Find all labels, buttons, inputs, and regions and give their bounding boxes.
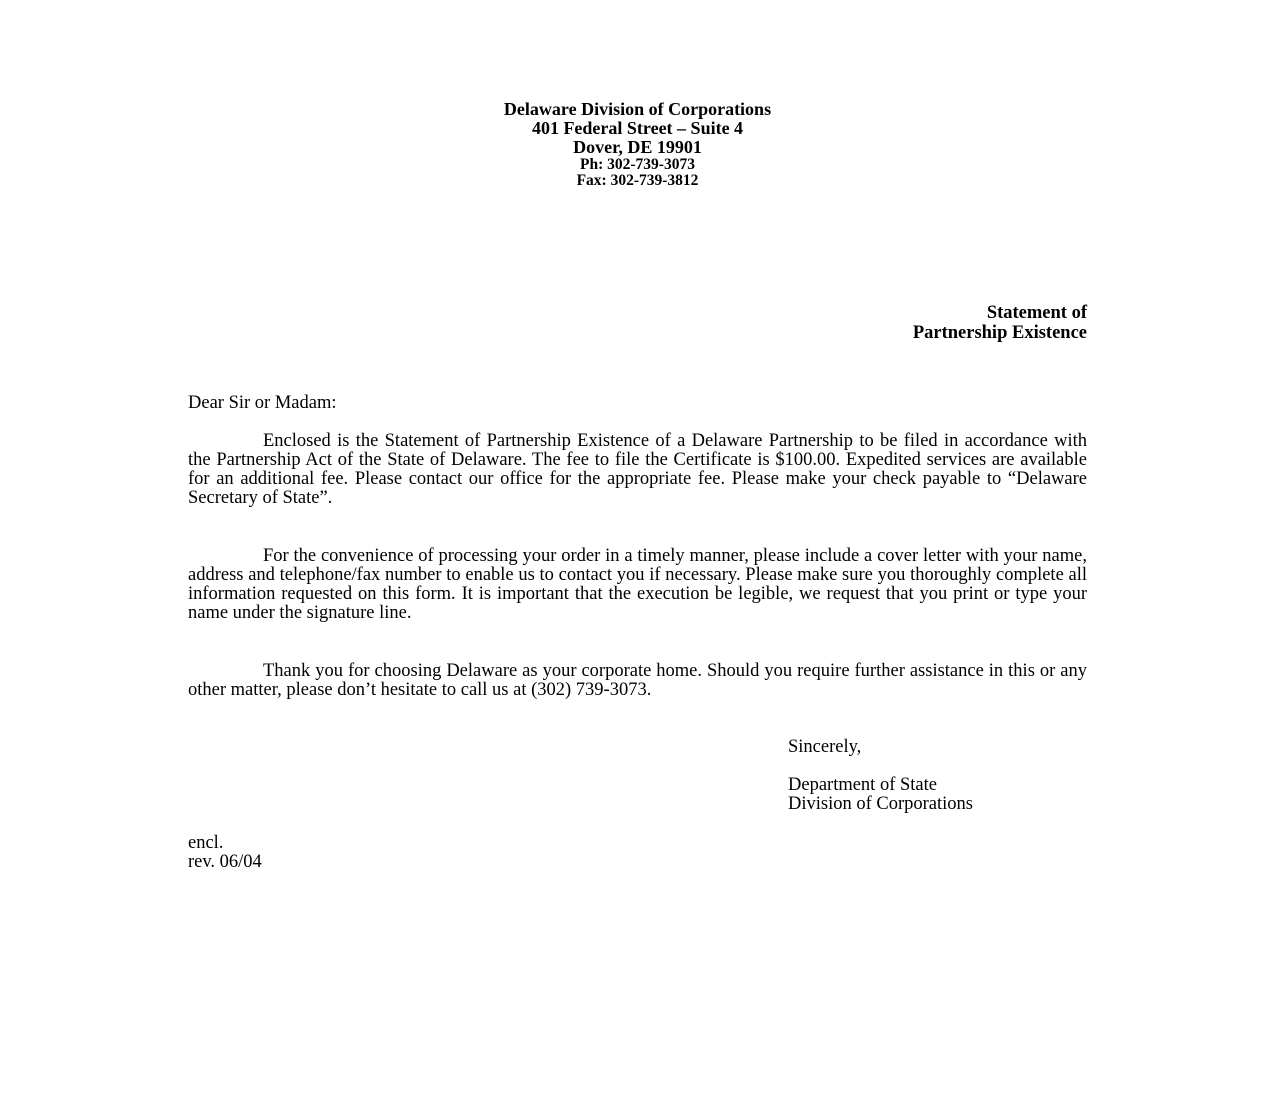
letterhead-street: 401 Federal Street – Suite 4 — [531, 118, 744, 138]
body-paragraph-2: For the convenience of processing your order in a timely manner, please include a cover letter with your name, address and telephone/fax number to enable us to contact you if necessary. Please make sure you thoroughly complete all information requested on this form. It is important that the execution be legible, we request that you print or type your name under the signature line. — [188, 546, 1087, 623]
document-title-line2: Partnership Existence — [912, 322, 1087, 343]
body-paragraph-1: Enclosed is the Statement of Partnership Existence of a Delaware Partnership to be filed in accordance with the Partnership Act of the State of Delaware. The fee to file the Certificate is $100.00. Expedited services are available for an additional fee. Please contact our office for the appropriate fee. Please make your check payable to “Delaware Secretary of State”. — [188, 431, 1087, 508]
letterhead-org-name: Delaware Division of Corporations — [503, 99, 772, 119]
letterhead — [0, 100, 1275, 189]
salutation: Dear Sir or Madam: — [188, 393, 337, 413]
closing-signature-block — [788, 776, 973, 814]
letterhead-phone: Ph: 302-739-3073 — [580, 156, 695, 173]
document-title-line1: Statement of — [986, 303, 1087, 323]
document-title — [913, 304, 1087, 343]
letterhead-city: Dover, DE 19901 — [573, 137, 702, 157]
body-paragraph-3: Thank you for choosing Delaware as your corporate home. Should you require further assistance in this or any other matter, please don’t hesitate to call us at (302) 739-3073. — [188, 661, 1087, 700]
revision-note: rev. 06/04 — [188, 852, 262, 872]
enclosure-note: encl. — [188, 833, 224, 853]
footer-notes — [188, 834, 262, 872]
closing-division: Division of Corporations — [788, 794, 973, 814]
closing-department: Department of State — [788, 775, 937, 795]
letterhead-fax: Fax: 302-739-3812 — [576, 172, 699, 189]
closing-sincerely: Sincerely, — [788, 737, 862, 757]
